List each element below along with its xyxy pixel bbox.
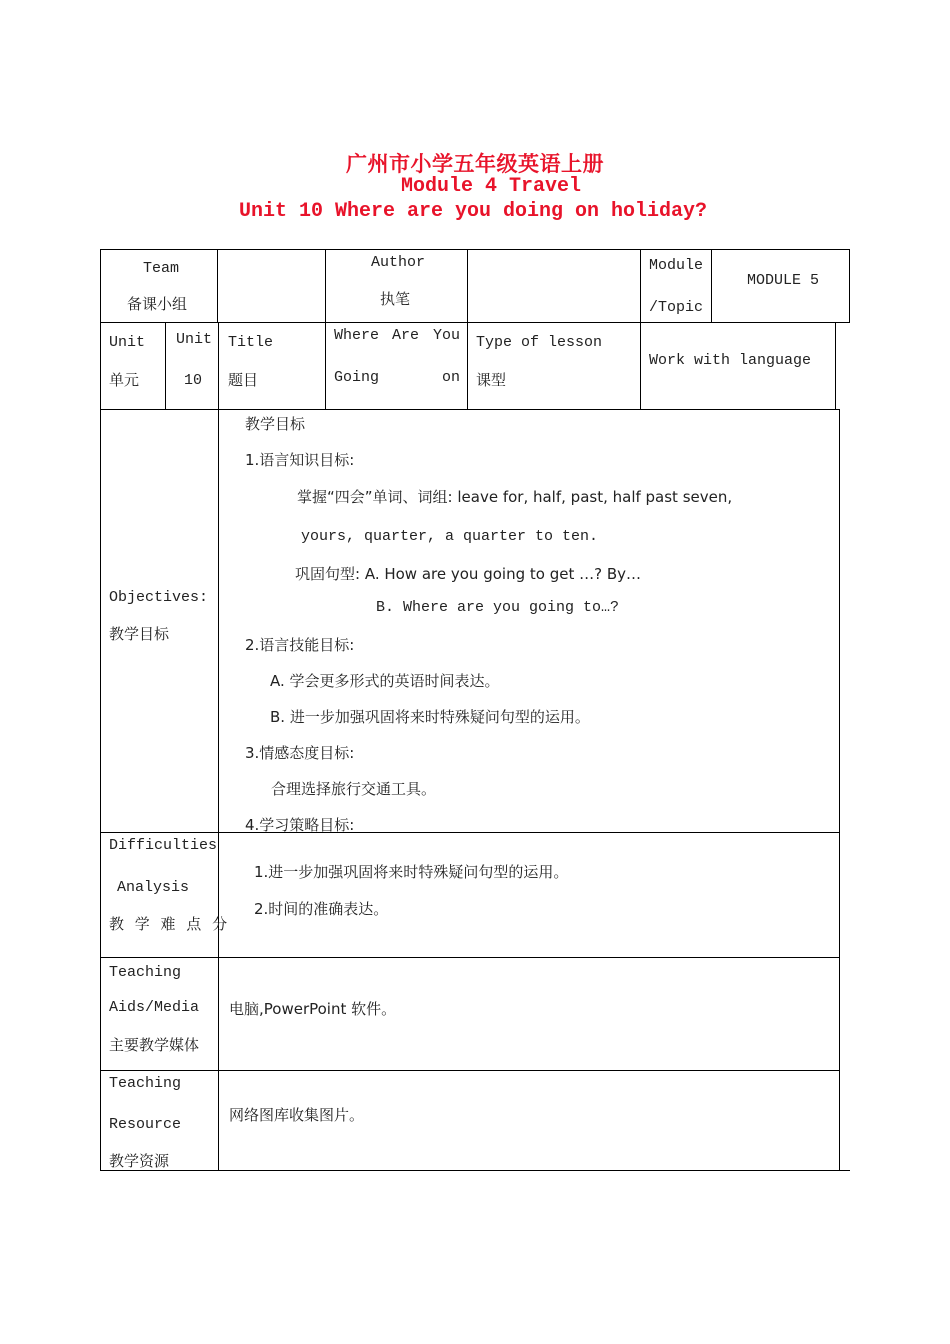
col-divider xyxy=(218,409,219,1171)
col-divider xyxy=(165,322,166,410)
unit-sub-label: Unit xyxy=(176,331,213,348)
title-label: Title xyxy=(228,334,274,351)
sentence-pattern: 巩固句型: A. How are you going to get …? By… xyxy=(295,565,641,583)
team-label: Team xyxy=(143,260,180,277)
row-divider xyxy=(100,409,840,410)
row-divider xyxy=(100,322,850,323)
table-border-left xyxy=(100,249,101,1171)
col-divider xyxy=(325,249,326,410)
row-divider xyxy=(100,957,840,958)
module-title: Module 4 Travel xyxy=(400,175,582,198)
resource-label: Teaching xyxy=(109,1075,182,1092)
author-label: Author xyxy=(371,254,426,271)
col-divider xyxy=(467,249,468,410)
row-divider xyxy=(100,1070,840,1071)
module-label: Module xyxy=(649,257,704,274)
objective-item: 3.情感态度目标: xyxy=(245,744,355,762)
resource-label: Resource xyxy=(109,1116,182,1133)
col-divider xyxy=(640,249,641,410)
objective-item: 4.学习策略目标: xyxy=(245,816,355,834)
unit-label-cn: 单元 xyxy=(109,371,140,389)
unit-number: 10 xyxy=(184,372,203,389)
table-border-right xyxy=(849,249,850,323)
aids-value: 电脑,PowerPoint 软件。 xyxy=(229,1000,397,1018)
document-title: 广州市小学五年级英语上册 xyxy=(346,151,604,176)
objectives-label-cn: 教学目标 xyxy=(109,625,170,643)
sentence-pattern: B. Where are you going to…? xyxy=(376,599,620,616)
objective-item: 2.语言技能目标: xyxy=(245,636,355,654)
objectives-label: Objectives: xyxy=(109,589,209,606)
difficulty-point: 1.进一步加强巩固将来时特殊疑问句型的运用。 xyxy=(254,863,569,881)
difficulties-label: Difficulties xyxy=(109,837,218,854)
title-label-cn: 题目 xyxy=(228,371,259,389)
table-border-top xyxy=(100,249,850,250)
title-value-word: Are xyxy=(392,327,420,344)
aids-label: Aids/Media xyxy=(109,999,200,1016)
difficulties-label-cn: 教 学 难 点 分 xyxy=(109,915,231,933)
unit-title: Unit 10 Where are you doing on holiday? xyxy=(238,200,708,223)
objectives-heading: 教学目标 xyxy=(245,415,306,433)
col-divider xyxy=(217,249,218,323)
title-value-word: Where xyxy=(334,327,380,344)
vocabulary-line: 掌握“四会”单词、词组: leave for, half, past, half past seven, xyxy=(297,488,733,506)
col-divider xyxy=(711,249,712,323)
title-value-word: Going xyxy=(334,369,380,386)
row-divider xyxy=(100,832,840,833)
lesson-type-value: Work with language xyxy=(649,352,812,369)
col-divider xyxy=(218,322,219,410)
vocabulary-line: yours, quarter, a quarter to ten. xyxy=(301,528,599,545)
title-value-word: You xyxy=(433,327,461,344)
attitude-item: 合理选择旅行交通工具。 xyxy=(271,780,437,798)
analysis-label: Analysis xyxy=(117,879,190,896)
resource-label-cn: 教学资源 xyxy=(109,1152,170,1170)
difficulty-point: 2.时间的准确表达。 xyxy=(254,900,389,918)
author-label-cn: 执笔 xyxy=(380,290,411,308)
skill-item: A. 学会更多形式的英语时间表达。 xyxy=(270,672,500,690)
table-border-right xyxy=(839,409,840,1171)
aids-label: Teaching xyxy=(109,964,182,981)
topic-label: /Topic xyxy=(649,299,704,316)
lesson-type-label: Type of lesson xyxy=(476,334,603,351)
table-border-bottom xyxy=(100,1170,850,1171)
team-label-cn: 备课小组 xyxy=(127,295,188,313)
lesson-type-label-cn: 课型 xyxy=(476,371,507,389)
resource-value: 网络图库收集图片。 xyxy=(229,1106,365,1124)
title-value-word: on xyxy=(442,369,461,386)
aids-label-cn: 主要教学媒体 xyxy=(109,1036,200,1054)
module-value: MODULE 5 xyxy=(747,272,820,289)
unit-label: Unit xyxy=(109,334,146,351)
skill-item: B. 进一步加强巩固将来时特殊疑问句型的运用。 xyxy=(270,708,590,726)
col-divider xyxy=(835,322,836,410)
objective-item: 1.语言知识目标: xyxy=(245,451,355,469)
